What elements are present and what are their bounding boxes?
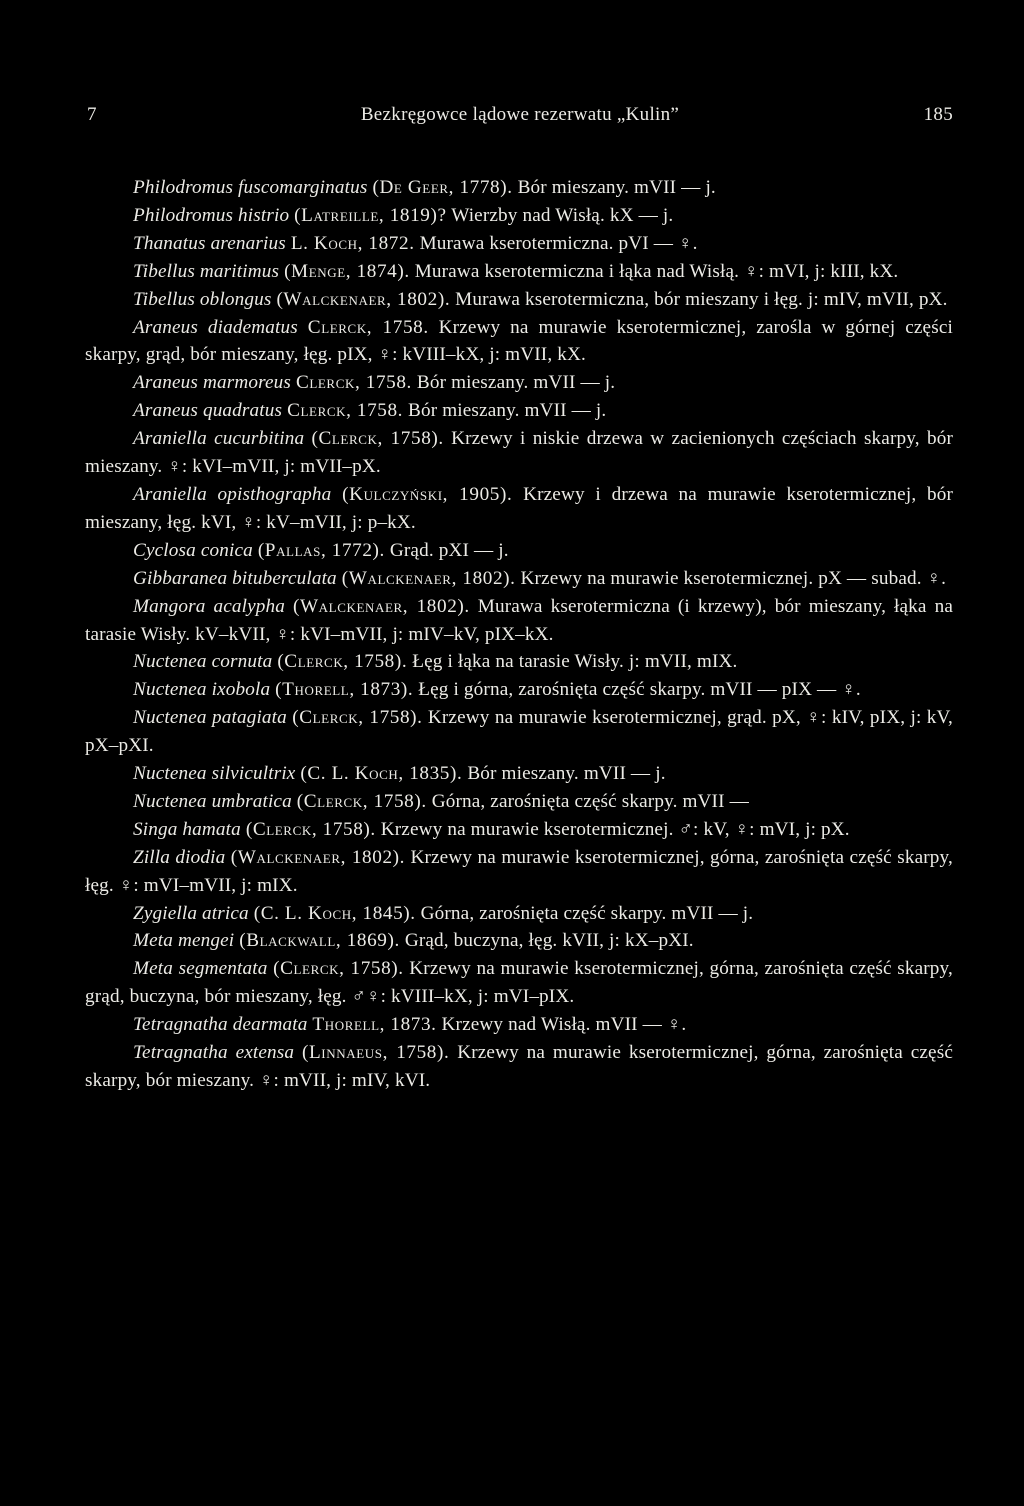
- species-entry: [85, 676, 953, 704]
- species-entry: [85, 537, 953, 565]
- species-name: Cyclosa conica: [133, 539, 253, 561]
- species-name: Araniella opisthographa: [133, 483, 332, 505]
- species-name: Araneus diadematus: [133, 316, 298, 338]
- species-occurrence: Bór mieszany. mVII — j.: [416, 372, 616, 394]
- species-author: (C. L. Koch, 1835).: [300, 763, 463, 785]
- species-entry: [85, 844, 953, 900]
- species-entry: [85, 314, 953, 370]
- species-author: Clerck, 1758.: [295, 372, 412, 394]
- species-entry: [85, 788, 953, 816]
- species-name: Gibbaranea bituberculata: [133, 567, 337, 589]
- header-left-number: 7: [87, 104, 97, 125]
- species-entry: [85, 481, 953, 537]
- species-entry: [85, 202, 953, 230]
- species-occurrence: Murawa kserotermiczna, bór mieszany i łęg. j: mIV, mVII, pX.: [455, 288, 948, 310]
- species-author: (Clerck, 1758).: [311, 428, 444, 450]
- species-occurrence: Krzewy na murawie kserotermicznej, grąd. pX, ♀: kIV, pIX, j: kV, pX–pXI.: [85, 707, 953, 757]
- species-name: Araneus marmoreus: [133, 372, 291, 394]
- running-title: Bezkręgowce lądowe rezerwatu „Kulin”: [360, 104, 680, 125]
- species-entry: [85, 230, 953, 258]
- species-author: (Clerck, 1758).: [296, 790, 427, 812]
- species-list: [85, 174, 953, 1095]
- species-name: Tetragnatha dearmata: [133, 1014, 308, 1036]
- species-entry: [85, 369, 953, 397]
- species-occurrence: Grąd. pXI — j.: [389, 539, 509, 561]
- species-author: (Clerck, 1758).: [292, 707, 423, 729]
- species-entry: [85, 648, 953, 676]
- species-occurrence: Krzewy na murawie kserotermicznej, górna, zarośnięta część skarpy, grąd, buczyna, bór mieszany, łęg. ♂♀: kVIII–kX, j: mVI–pIX.: [85, 958, 953, 1008]
- species-occurrence: Murawa kserotermiczna (i krzewy), bór mieszany, łąka na tarasie Wisły. kV–kVII, ♀: kVI–mVII, j: mIV–kV, pIX–kX.: [85, 595, 953, 645]
- species-occurrence: Krzewy i niskie drzewa w zacienionych częściach skarpy, bór mieszany. ♀: kVI–mVII, j: mVII–pX.: [85, 428, 953, 478]
- species-name: Zygiella atrica: [133, 902, 249, 924]
- species-occurrence: Łęg i górna, zarośnięta część skarpy. mVII — pIX — ♀.: [418, 679, 861, 701]
- species-occurrence: Górna, zarośnięta część skarpy. mVII —: [431, 790, 749, 812]
- species-name: Thanatus arenarius: [133, 232, 286, 254]
- species-occurrence: Krzewy na murawie kserotermicznej, górna, zarośnięta część skarpy, łęg. ♀: mVI–mVII, j: mIX.: [85, 846, 953, 896]
- species-author: L. Koch, 1872.: [290, 232, 415, 254]
- species-occurrence: Bór mieszany. mVII — j.: [408, 400, 607, 422]
- species-occurrence: Krzewy i drzewa na murawie kserotermicznej, bór mieszany, łęg. kVI, ♀: kV–mVII, j: p–kX.: [85, 483, 953, 533]
- species-occurrence: Górna, zarośnięta część skarpy. mVII — j.: [420, 902, 754, 924]
- species-name: Nuctenea cornuta: [133, 651, 273, 673]
- species-occurrence: Krzewy na murawie kserotermicznej, górna, zarośnięta część skarpy, bór mieszany. ♀: mVII, j: mIV, kVI.: [85, 1042, 953, 1091]
- species-occurrence: Krzewy na murawie kserotermicznej. pX — subad. ♀.: [520, 567, 947, 589]
- species-name: Singa hamata: [133, 818, 241, 840]
- species-occurrence: Krzewy na murawie kserotermicznej. ♂: kV, ♀: mVI, j: pX.: [380, 818, 850, 840]
- species-entry: [85, 565, 953, 593]
- species-name: Zilla diodia: [133, 846, 226, 868]
- species-entry: [85, 397, 953, 425]
- species-author: (Clerck, 1758).: [277, 651, 408, 673]
- species-author: (Linnaeus, 1758).: [302, 1042, 450, 1064]
- species-author: (Walckenaer, 1802).: [276, 288, 451, 310]
- species-author: (Latreille, 1819)?: [294, 204, 447, 226]
- running-header: [87, 104, 953, 134]
- species-author: (Walckenaer, 1802).: [341, 567, 516, 589]
- species-name: Mangora acalypha: [133, 595, 285, 617]
- species-entry: [85, 900, 953, 928]
- species-occurrence: Grąd, buczyna, łęg. kVII, j: kX–pXI.: [404, 930, 694, 952]
- species-name: Philodromus histrio: [133, 204, 290, 226]
- species-entry: [85, 258, 953, 286]
- species-author: (Blackwall, 1869).: [239, 930, 400, 952]
- species-author: (Thorell, 1873).: [275, 679, 414, 701]
- species-author: (De Geer, 1778).: [372, 177, 513, 198]
- species-name: Tetragnatha extensa: [133, 1042, 295, 1064]
- species-name: Araneus quadratus: [133, 400, 283, 422]
- species-entry: [85, 760, 953, 788]
- species-name: Nuctenea umbratica: [133, 790, 292, 812]
- species-occurrence: Wierzby nad Wisłą. kX — j.: [451, 204, 674, 226]
- species-name: Tibellus maritimus: [133, 260, 280, 282]
- species-entry: [85, 286, 953, 314]
- species-author: Clerck, 1758.: [287, 400, 404, 422]
- page-number: 185: [923, 104, 953, 125]
- species-entry: [85, 816, 953, 844]
- species-name: Araniella cucurbitina: [133, 428, 305, 450]
- species-entry: [85, 704, 953, 760]
- species-name: Philodromus fuscomarginatus: [133, 177, 368, 198]
- species-entry: [85, 593, 953, 649]
- species-name: Meta segmentata: [133, 958, 268, 980]
- species-occurrence: Murawa kserotermiczna. pVI — ♀.: [419, 232, 698, 254]
- species-author: Thorell, 1873.: [312, 1014, 437, 1036]
- species-author: (Walckenaer, 1802).: [230, 846, 406, 868]
- species-author: (Pallas, 1772).: [257, 539, 385, 561]
- species-author: (Clerck, 1758).: [273, 958, 404, 980]
- species-name: Meta mengei: [133, 930, 235, 952]
- species-name: Nuctenea ixobola: [133, 679, 271, 701]
- species-occurrence: Bór mieszany. mVII — j.: [517, 177, 716, 198]
- species-occurrence: Krzewy na murawie kserotermicznej, zarośla w górnej części skarpy, grąd, bór mieszany, łęg. pIX, ♀: kVIII–kX, j: mVII, kX.: [85, 316, 953, 366]
- species-author: (Menge, 1874).: [284, 260, 410, 282]
- species-author: (Kulczyński, 1905).: [342, 483, 513, 505]
- species-entry: [85, 174, 953, 202]
- species-author: (C. L. Koch, 1845).: [253, 902, 416, 924]
- species-entry: [85, 1011, 953, 1039]
- species-author: (Walckenaer, 1802).: [292, 595, 470, 617]
- species-occurrence: Łęg i łąka na tarasie Wisły. j: mVII, mIX.: [412, 651, 738, 673]
- species-occurrence: Murawa kserotermiczna i łąka nad Wisłą. ♀: mVI, j: kIII, kX.: [414, 260, 899, 282]
- species-entry: [85, 425, 953, 481]
- species-name: Nuctenea silvicultrix: [133, 763, 296, 785]
- species-name: Tibellus oblongus: [133, 288, 272, 310]
- species-occurrence: Krzewy nad Wisłą. mVII — ♀.: [441, 1014, 687, 1036]
- species-name: Nuctenea patagiata: [133, 707, 287, 729]
- species-author: Clerck, 1758.: [307, 316, 429, 338]
- species-entry: [85, 955, 953, 1011]
- species-author: (Clerck, 1758).: [245, 818, 376, 840]
- species-entry: [85, 927, 953, 955]
- species-entry: [85, 1039, 953, 1095]
- species-occurrence: Bór mieszany. mVII — j.: [467, 763, 666, 785]
